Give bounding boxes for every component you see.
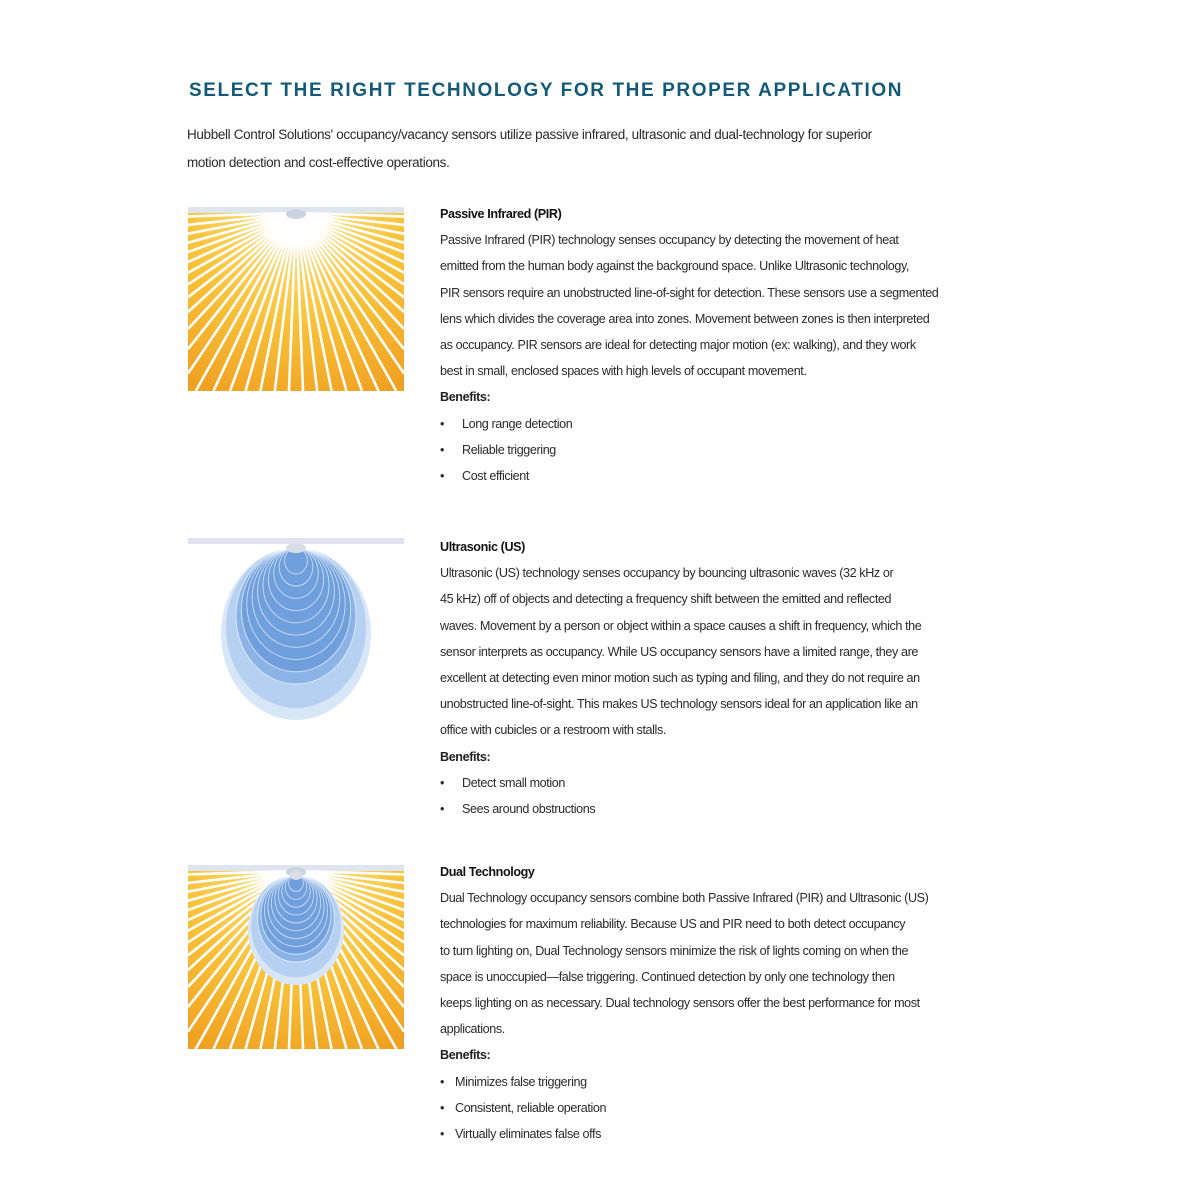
pir-rays-icon	[188, 207, 404, 391]
body-line: unobstructed line-of-sight. This makes US technology sensors ideal for an application like an	[440, 697, 918, 712]
benefit-text: Consistent, reliable operation	[455, 1100, 607, 1115]
body-line: space is unoccupied—false triggering. Continued detection by only one technology then	[440, 969, 895, 984]
benefit-item	[440, 770, 921, 796]
benefit-item	[440, 463, 938, 489]
body-line: waves. Movement by a person or object within a space causes a shift in frequency, which the	[440, 618, 922, 633]
body-line: keeps lighting on as necessary. Dual technology sensors offer the best performance for most	[440, 996, 920, 1011]
body-line: lens which divides the coverage area into zones. Movement between zones is then interpreted	[440, 311, 930, 326]
bullet-icon: •	[440, 469, 445, 484]
benefit-text: Minimizes false triggering	[455, 1074, 587, 1089]
benefit-item	[440, 796, 921, 822]
section-title: Ultrasonic (US)	[440, 540, 525, 554]
body-line: Dual Technology occupancy sensors combine both Passive Infrared (PIR) and Ultrasonic (US)	[440, 891, 929, 906]
benefits-label: Benefits:	[440, 749, 491, 764]
dual-technology-icon	[188, 865, 404, 1049]
bullet-icon: •	[440, 416, 445, 431]
benefit-item	[440, 411, 938, 437]
sensor-icon	[286, 209, 306, 219]
benefits-list	[440, 770, 921, 822]
dual-text	[440, 859, 928, 1147]
bullet-icon: •	[440, 442, 445, 457]
bullet-icon: •	[440, 1074, 445, 1089]
intro-paragraph	[187, 121, 872, 177]
body-line: Ultrasonic (US) technology senses occupancy by bouncing ultrasonic waves (32 kHz or	[440, 566, 894, 581]
section-title: Dual Technology	[440, 865, 535, 879]
body-line: as occupancy. PIR sensors are ideal for detecting major motion (ex: walking), and they work	[440, 338, 916, 353]
body-line: Passive Infrared (PIR) technology senses occupancy by detecting the movement of heat	[440, 233, 899, 248]
benefit-text: Virtually eliminates false offs	[455, 1127, 602, 1142]
sensor-icon	[290, 870, 303, 880]
intro-line: Hubbell Control Solutions' occupancy/vacancy sensors utilize passive infrared, ultrasonic and dual-technology for superior	[187, 127, 872, 142]
sensor-icon	[286, 543, 306, 553]
intro-line: motion detection and cost-effective operations.	[187, 155, 450, 170]
benefit-text: Cost efficient	[462, 469, 529, 484]
bullet-icon: •	[440, 802, 445, 817]
bullet-icon: •	[440, 775, 445, 790]
benefit-item	[440, 1121, 928, 1147]
body-line: sensor interprets as occupancy. While US occupancy sensors have a limited range, they are	[440, 644, 918, 659]
bullet-icon: •	[440, 1127, 445, 1142]
body-line: technologies for maximum reliability. Because US and PIR need to both detect occupancy	[440, 917, 906, 932]
benefits-list	[440, 1069, 928, 1148]
body-line: applications.	[440, 1022, 505, 1037]
ultrasonic-text	[440, 534, 921, 822]
benefit-text: Reliable triggering	[462, 442, 556, 457]
ultrasonic-waves-icon	[188, 538, 404, 722]
benefit-item	[440, 1095, 928, 1121]
benefits-label: Benefits:	[440, 390, 491, 405]
section-title: Passive Infrared (PIR)	[440, 207, 562, 221]
benefit-text: Detect small motion	[462, 775, 565, 790]
benefits-list	[440, 411, 938, 490]
body-line: PIR sensors require an unobstructed line-of-sight for detection. These sensors use a segmented	[440, 285, 939, 300]
body-line: excellent at detecting even minor motion such as typing and filing, and they do not require an	[440, 671, 920, 686]
pir-text	[440, 201, 938, 489]
benefit-text: Long range detection	[462, 416, 573, 431]
benefit-text: Sees around obstructions	[462, 802, 596, 817]
body-line: best in small, enclosed spaces with high levels of occupant movement.	[440, 364, 807, 379]
body-line: emitted from the human body against the background space. Unlike Ultrasonic technology,	[440, 259, 909, 274]
benefit-item	[440, 437, 938, 463]
benefits-label: Benefits:	[440, 1048, 491, 1063]
body-line: 45 kHz) off of objects and detecting a frequency shift between the emitted and reflected	[440, 592, 892, 607]
body-line: to turn lighting on, Dual Technology sensors minimize the risk of lights coming on when the	[440, 943, 909, 958]
body-line: office with cubicles or a restroom with stalls.	[440, 723, 666, 738]
page-heading: SELECT THE RIGHT TECHNOLOGY FOR THE PROPER APPLICATION	[189, 80, 904, 101]
benefit-item	[440, 1069, 928, 1095]
bullet-icon: •	[440, 1100, 445, 1115]
